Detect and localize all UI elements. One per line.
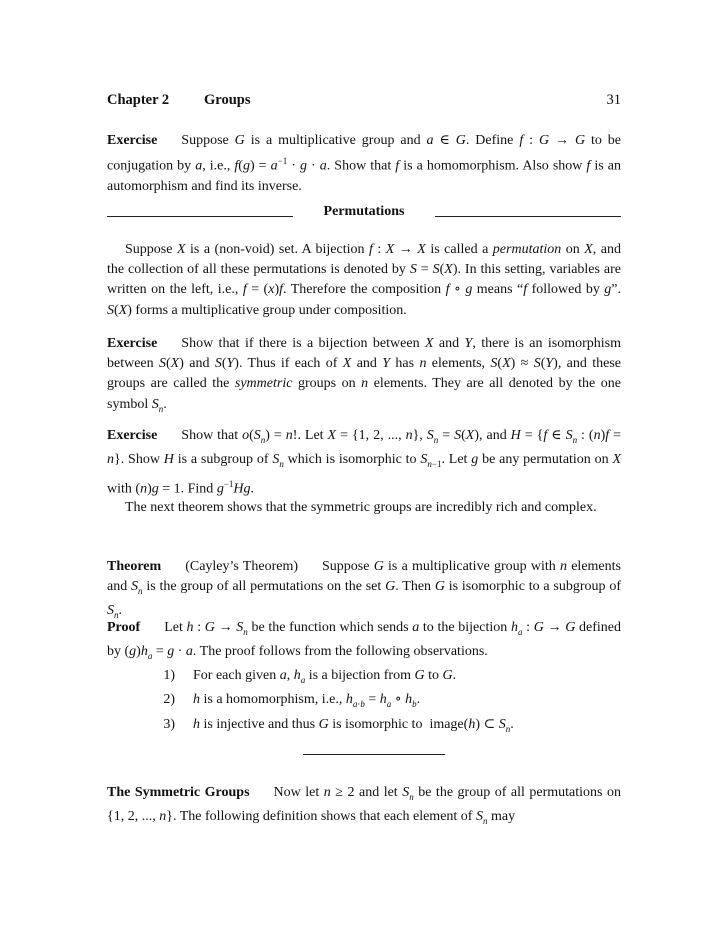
section-heading: Permutations — [323, 204, 405, 219]
end-proof-rule — [303, 754, 445, 755]
proof-label: Proof — [107, 620, 141, 635]
symmetric-groups-intro: The Symmetric Groups Now let n ≥ 2 and let $S_n$ be the group of all permutations on {1, 2, ..., n}. The following definition shows that each element of $S_n$ may — [107, 785, 621, 826]
page-number: 31 — [606, 92, 621, 108]
exercise-order: Exercise Show that $o(S_n) = n$!. Let X = {1, 2, ..., n}, $S_n = S(X)$, and H = {f ∈ $S_n$ : (n)f = n}. Show H is a subgroup of $S_n$ which is isomorphic to $S_{n-1}$. Let g be any permutation on X with (n)g = 1. Find $g^{-1}Hg$. — [107, 428, 622, 497]
exercise-label: Exercise — [107, 133, 158, 148]
theorem-name: (Cayley’s Theorem) — [185, 559, 299, 574]
exercise-symmetric: Exercise Show that if there is a bijection between X and Y, there is an isomorphism between S(X) and S(Y). Thus if each of X and Y has n elements, S(X) ≈ S(Y), and these groups are called the symmetric groups on n elements. They are all denoted by the one symbol $S_n$. — [107, 336, 621, 414]
proof-observations — [143, 666, 514, 739]
symmetric-groups-label: The Symmetric Groups — [107, 785, 250, 800]
list-item: 1) For each given a, $h_a$ is a bijection from G to G. — [163, 668, 457, 685]
theorem-label: Theorem — [107, 559, 162, 574]
list-item: 3) h is injective and thus G is isomorphic to image(h) ⊂ $S_n$. — [163, 716, 514, 734]
proof-paragraph: Proof Let h : $G \to S_n$ be the function which sends a to the bijection $h_a$ : G → G defined by $(g)h_a = g \cdot a$. The proof follows from the following observations. — [107, 620, 622, 661]
exercise-label: Exercise — [107, 428, 158, 443]
next-theorem-remark: The next theorem shows that the symmetric groups are incredibly rich and complex. — [125, 500, 597, 515]
chapter-title: Groups — [204, 92, 251, 108]
list-item: 2) h is a homomorphism, i.e., $h_{a\cdot b} = h_a$ ∘ $h_b$. — [163, 692, 421, 710]
exercise-label: Exercise — [107, 336, 158, 351]
permutation-definition: Suppose X is a (non-void) set. A bijection f : X → X is called a permutation on X, and the collection of all these permutations is denoted by S = S(X). In this setting, variables are written on the left, i.e., f = (x)f. Therefore the composition f ∘ g means “f followed by g”. S(X) forms a multiplicative group under composition. — [107, 242, 622, 318]
cayley-theorem: Theorem (Cayley’s Theorem) Suppose G is a multiplicative group with n elements and $S_n$ is the group of all permutations on the set G. Then G is isomorphic to a subgroup of $S_n$. — [107, 559, 622, 620]
section-rule-right — [435, 216, 621, 217]
chapter-label: Chapter 2 — [107, 92, 170, 108]
exercise-conjugation: Exercise Suppose G is a multiplicative group and a ∈ G. Define f : G → G to be conjugation by a, i.e., $f(g) = a^{-1} \cdot g \cdot a$. Show that f is a homomorphism. Also show f is an automorphism and find its inverse. — [107, 133, 622, 195]
